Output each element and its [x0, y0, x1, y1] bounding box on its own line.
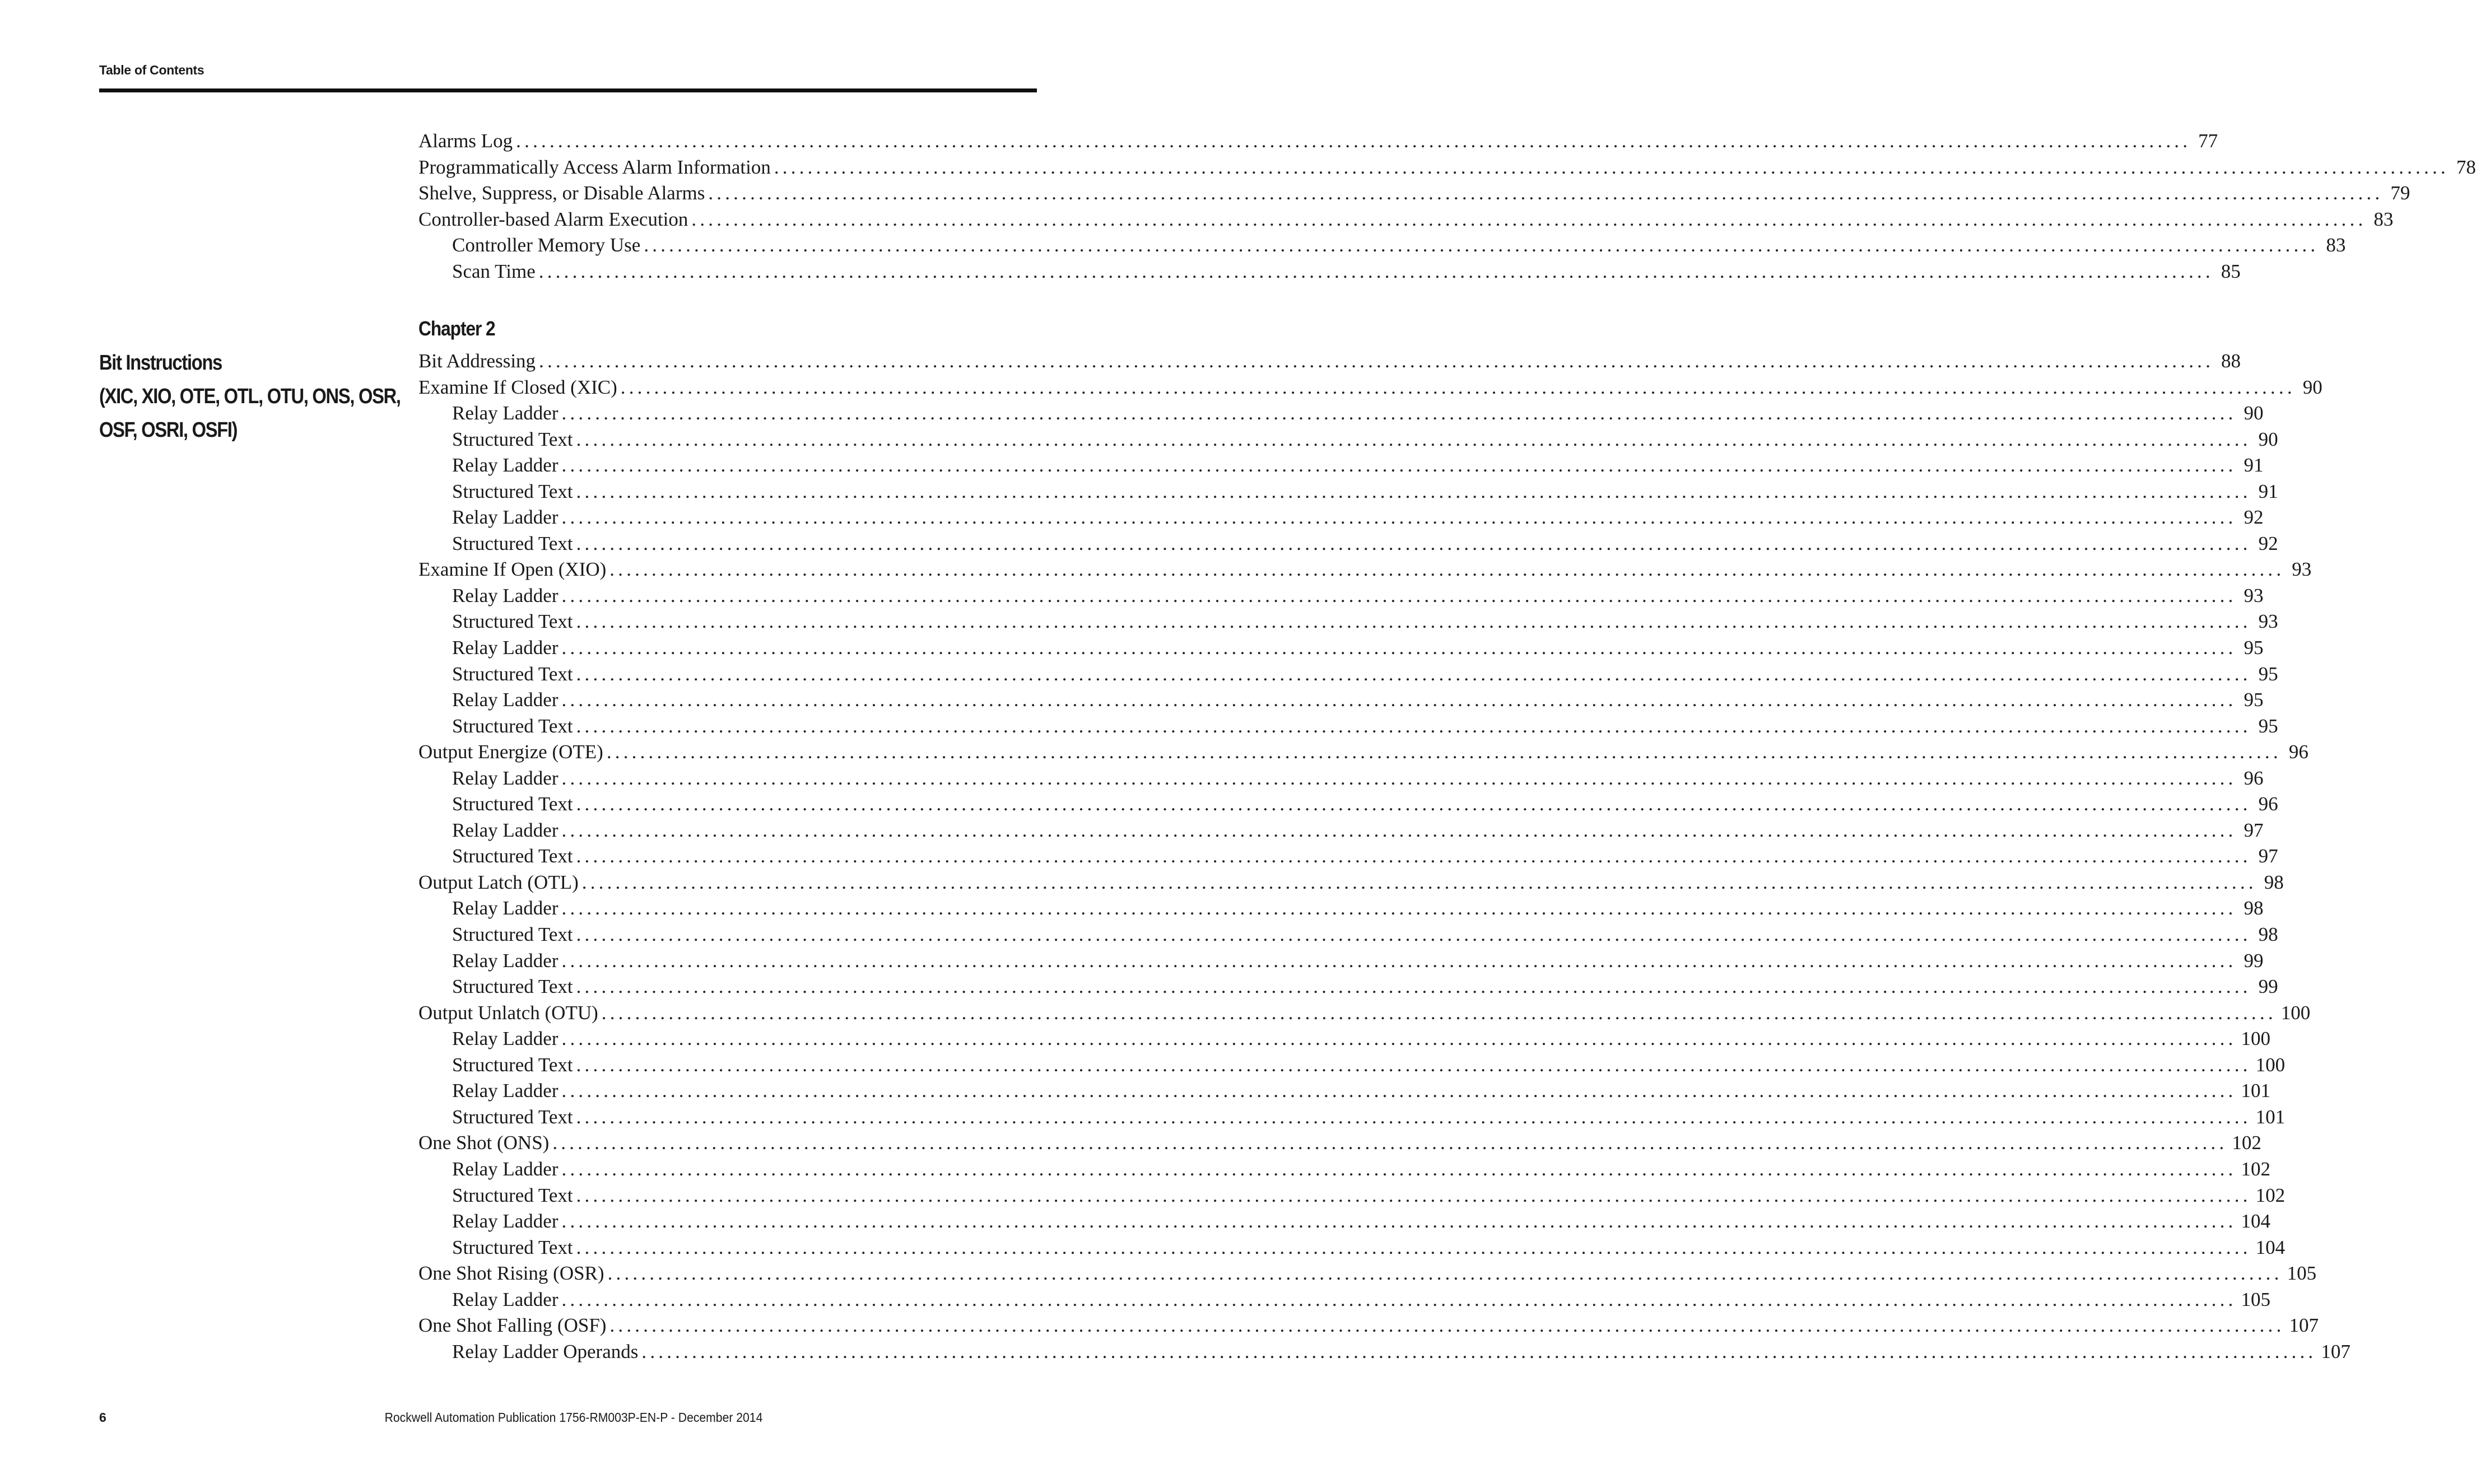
- toc-entry-label: Controller Memory Use: [452, 234, 641, 256]
- section-title-line: (XIC, XIO, OTE, OTL, OTU, ONS, OSR,: [99, 385, 401, 408]
- toc-entry-page: 100: [2280, 1001, 2311, 1024]
- toc-entry-label: Relay Ladder: [452, 584, 559, 606]
- toc-entry-page: 99: [2244, 949, 2264, 972]
- toc-dot-leader: ........................................................................................................................................................................................................: [561, 1210, 2237, 1233]
- toc-entry-page: 85: [2221, 260, 2241, 282]
- toc-entry-label: Output Unlatch (OTU): [418, 1001, 598, 1024]
- toc-entry[interactable]: [418, 180, 2410, 207]
- toc-dot-leader: ........................................................................................................................................................................................................: [576, 1236, 2251, 1258]
- toc-entry-label: Programmatically Access Alarm Information: [418, 156, 771, 178]
- toc-entry[interactable]: [418, 1339, 2351, 1365]
- toc-dot-leader: ........................................................................................................................................................................................................: [601, 1001, 2277, 1024]
- toc-entry[interactable]: [418, 1287, 2270, 1313]
- toc-entry-label: Structured Text: [452, 1053, 573, 1076]
- toc-dot-leader: ........................................................................................................................................................................................................: [620, 376, 2296, 398]
- toc-entry[interactable]: [418, 661, 2278, 688]
- toc-entry-page: 107: [2289, 1314, 2319, 1337]
- toc-entry-page: 100: [2255, 1053, 2286, 1076]
- toc-dot-leader: ........................................................................................................................................................................................................: [561, 454, 2237, 477]
- toc-entry[interactable]: [418, 1313, 2319, 1339]
- toc-entry[interactable]: [418, 155, 2476, 181]
- toc-entry[interactable]: [418, 232, 2346, 259]
- toc-entry[interactable]: [418, 1052, 2286, 1079]
- toc-entry-page: 90: [2244, 402, 2264, 424]
- toc-entry-page: 104: [2241, 1210, 2270, 1233]
- toc-entry-label: One Shot Rising (OSR): [418, 1262, 604, 1285]
- toc-entry-page: 96: [2288, 741, 2309, 763]
- toc-entry-page: 93: [2244, 584, 2264, 606]
- toc-dot-leader: ........................................................................................................................................................................................................: [561, 767, 2237, 789]
- toc-entry-page: 92: [2258, 532, 2278, 554]
- toc-entry[interactable]: [418, 479, 2278, 505]
- toc-entry-page: 91: [2258, 480, 2278, 502]
- toc-entry-page: 99: [2258, 976, 2278, 998]
- toc-entry-page: 88: [2221, 350, 2241, 372]
- toc-dot-leader: ........................................................................................................................................................................................................: [561, 1028, 2237, 1050]
- toc-dot-leader: ........................................................................................................................................................................................................: [576, 793, 2251, 815]
- toc-entry-page: 83: [2326, 234, 2346, 256]
- toc-entry-label: Relay Ladder: [452, 689, 559, 711]
- toc-dot-leader: ........................................................................................................................................................................................................: [561, 1158, 2237, 1180]
- toc-dot-leader: ........................................................................................................................................................................................................: [561, 506, 2237, 529]
- toc-entry-page: 104: [2255, 1236, 2286, 1258]
- toc-entry-page: 79: [2390, 182, 2410, 204]
- toc-entry[interactable]: [418, 128, 2218, 155]
- toc-dot-leader: ........................................................................................................................................................................................................: [576, 428, 2251, 450]
- toc-entry[interactable]: [418, 739, 2309, 766]
- toc-entry-label: Relay Ladder: [452, 1210, 559, 1233]
- toc-entry-label: Relay Ladder: [452, 637, 559, 659]
- toc-dot-leader: ........................................................................................................................................................................................................: [609, 1314, 2285, 1337]
- toc-entry-page: 102: [2255, 1184, 2286, 1206]
- section-title-line: Bit Instructions: [99, 351, 222, 375]
- toc-entry[interactable]: [418, 207, 2394, 233]
- toc-entry-label: Structured Text: [452, 923, 573, 946]
- toc-entry-page: 90: [2302, 376, 2323, 398]
- toc-dot-leader: ........................................................................................................................................................................................................: [607, 1262, 2283, 1285]
- toc-entry[interactable]: [418, 1235, 2286, 1261]
- toc-entry-label: Output Latch (OTL): [418, 871, 579, 893]
- toc-entry-page: 92: [2244, 506, 2264, 529]
- toc-entry-label: Controller-based Alarm Execution: [418, 208, 688, 230]
- toc-entry[interactable]: [418, 687, 2264, 713]
- toc-dot-leader: ........................................................................................................................................................................................................: [576, 976, 2251, 998]
- toc-entry[interactable]: [418, 1208, 2270, 1235]
- toc-entry-page: 107: [2321, 1340, 2351, 1362]
- toc-dot-leader: ........................................................................................................................................................................................................: [576, 662, 2251, 685]
- toc-entry-page: 101: [2241, 1080, 2270, 1102]
- toc-entry-label: Structured Text: [452, 1236, 573, 1258]
- toc-entry-page: 105: [2287, 1262, 2317, 1285]
- toc-entry-page: 95: [2244, 689, 2264, 711]
- toc-dot-leader: ........................................................................................................................................................................................................: [576, 532, 2251, 554]
- toc-dot-leader: ........................................................................................................................................................................................................: [641, 1340, 2317, 1362]
- toc-entry-label: Structured Text: [452, 1105, 573, 1128]
- toc-dot-leader: ........................................................................................................................................................................................................: [774, 156, 2449, 178]
- toc-entry[interactable]: [418, 1261, 2317, 1287]
- toc-entry-label: Shelve, Suppress, or Disable Alarms: [418, 182, 705, 204]
- toc-entry-page: 98: [2264, 871, 2284, 893]
- toc-entry-label: Structured Text: [452, 610, 573, 633]
- toc-entry[interactable]: [418, 1000, 2311, 1026]
- toc-entry-page: 95: [2244, 637, 2264, 659]
- toc-dot-leader: ........................................................................................................................................................................................................: [576, 1053, 2251, 1076]
- toc-entry[interactable]: [418, 922, 2278, 948]
- toc-entry[interactable]: [418, 713, 2278, 740]
- toc-entry[interactable]: [418, 635, 2264, 661]
- toc-entry[interactable]: [418, 1130, 2261, 1156]
- toc-entry-page: 98: [2258, 923, 2278, 946]
- toc-entry[interactable]: [418, 948, 2264, 974]
- toc-entry[interactable]: [418, 1156, 2270, 1183]
- toc-entry[interactable]: [418, 452, 2264, 479]
- toc-entry-label: One Shot Falling (OSF): [418, 1314, 607, 1337]
- toc-entry-label: Structured Text: [452, 662, 573, 685]
- toc-entry-page: 101: [2255, 1105, 2286, 1128]
- toc-entry-page: 100: [2241, 1028, 2270, 1050]
- toc-entry-label: Relay Ladder: [452, 506, 559, 529]
- toc-dot-leader: ........................................................................................................................................................................................................: [561, 637, 2237, 659]
- toc-entry[interactable]: [418, 766, 2264, 792]
- toc-list-top: [418, 128, 2476, 284]
- toc-dot-leader: ........................................................................................................................................................................................................: [576, 1184, 2251, 1206]
- toc-entry[interactable]: [418, 1104, 2286, 1131]
- toc-dot-leader: ........................................................................................................................................................................................................: [516, 130, 2191, 152]
- toc-entry-page: 91: [2244, 454, 2264, 477]
- toc-entry[interactable]: [418, 895, 2264, 922]
- toc-entry[interactable]: [418, 609, 2278, 635]
- toc-entry[interactable]: [418, 259, 2241, 285]
- footer-page-number: 6: [99, 1410, 106, 1425]
- toc-entry-page: 90: [2258, 428, 2278, 450]
- toc-entry[interactable]: [418, 427, 2278, 453]
- toc-dot-leader: ........................................................................................................................................................................................................: [576, 1105, 2251, 1128]
- toc-entry-label: Relay Ladder: [452, 1028, 559, 1050]
- toc-entry-label: Structured Text: [452, 845, 573, 867]
- toc-entry-page: 97: [2244, 819, 2264, 841]
- toc-dot-leader: ........................................................................................................................................................................................................: [561, 897, 2237, 920]
- toc-dot-leader: ........................................................................................................................................................................................................: [538, 260, 2214, 282]
- toc-dot-leader: ........................................................................................................................................................................................................: [561, 949, 2237, 972]
- toc-dot-leader: ........................................................................................................................................................................................................: [561, 689, 2237, 711]
- toc-entry[interactable]: [418, 557, 2312, 583]
- toc-entry-label: Relay Ladder: [452, 1158, 559, 1180]
- toc-entry-label: Relay Ladder Operands: [452, 1340, 639, 1362]
- toc-dot-leader: ........................................................................................................................................................................................................: [581, 871, 2257, 893]
- toc-entry-page: 105: [2241, 1288, 2270, 1310]
- toc-dot-leader: ........................................................................................................................................................................................................: [644, 234, 2319, 256]
- toc-entry[interactable]: [418, 375, 2323, 401]
- toc-entry-label: Structured Text: [452, 715, 573, 737]
- toc-entry[interactable]: [418, 400, 2264, 427]
- chapter-label: Chapter 2: [418, 317, 495, 340]
- toc-entry-page: 78: [2456, 156, 2476, 178]
- toc-dot-leader: ........................................................................................................................................................................................................: [561, 402, 2237, 424]
- toc-entry-page: 96: [2258, 793, 2278, 815]
- toc-dot-leader: ........................................................................................................................................................................................................: [576, 923, 2251, 946]
- toc-entry[interactable]: [418, 843, 2278, 870]
- toc-entry-label: Structured Text: [452, 976, 573, 998]
- toc-entry-label: Relay Ladder: [452, 1288, 559, 1310]
- toc-entry-label: Relay Ladder: [452, 767, 559, 789]
- toc-entry-page: 97: [2258, 845, 2278, 867]
- toc-entry-label: Scan Time: [452, 260, 536, 282]
- section-title-line: OSF, OSRI, OSFI): [99, 418, 238, 442]
- toc-entry-label: Bit Addressing: [418, 350, 536, 372]
- toc-entry-page: 98: [2244, 897, 2264, 920]
- toc-entry-label: Relay Ladder: [452, 402, 559, 424]
- toc-entry[interactable]: [418, 1078, 2270, 1104]
- toc-dot-leader: ........................................................................................................................................................................................................: [691, 208, 2367, 230]
- toc-entry-page: 93: [2258, 610, 2278, 633]
- toc-entry-label: Relay Ladder: [452, 949, 559, 972]
- toc-dot-leader: ........................................................................................................................................................................................................: [708, 182, 2384, 204]
- toc-dot-leader: ........................................................................................................................................................................................................: [561, 584, 2237, 606]
- toc-dot-leader: ........................................................................................................................................................................................................: [552, 1132, 2228, 1154]
- toc-entry-label: Structured Text: [452, 428, 573, 450]
- toc-dot-leader: ........................................................................................................................................................................................................: [609, 558, 2285, 581]
- toc-entry[interactable]: [418, 348, 2241, 375]
- toc-entry-label: One Shot (ONS): [418, 1132, 550, 1154]
- header-rule: [99, 88, 1037, 92]
- toc-entry[interactable]: [418, 974, 2278, 1000]
- toc-entry-page: 95: [2258, 662, 2278, 685]
- footer-publication: Rockwell Automation Publication 1756-RM003P-EN-P - December 2014: [384, 1410, 763, 1425]
- toc-entry-label: Relay Ladder: [452, 819, 559, 841]
- toc-entry-page: 93: [2292, 558, 2312, 581]
- section-title: [99, 346, 401, 447]
- toc-dot-leader: ........................................................................................................................................................................................................: [561, 1288, 2237, 1310]
- toc-entry[interactable]: [418, 791, 2278, 818]
- toc-entry-label: Output Energize (OTE): [418, 741, 603, 763]
- toc-entry-label: Relay Ladder: [452, 1080, 559, 1102]
- toc-entry-page: 95: [2258, 715, 2278, 737]
- toc-entry-page: 96: [2244, 767, 2264, 789]
- toc-entry[interactable]: [418, 1026, 2270, 1052]
- toc-entry-label: Structured Text: [452, 532, 573, 554]
- toc-entry[interactable]: [418, 531, 2278, 557]
- page-header-title: Table of Contents: [99, 63, 204, 77]
- toc-dot-leader: ........................................................................................................................................................................................................: [539, 350, 2214, 372]
- toc-entry[interactable]: [418, 818, 2264, 844]
- toc-dot-leader: ........................................................................................................................................................................................................: [576, 845, 2251, 867]
- toc-entry-label: Examine If Closed (XIC): [418, 376, 617, 398]
- toc-dot-leader: ........................................................................................................................................................................................................: [576, 610, 2251, 633]
- toc-dot-leader: ........................................................................................................................................................................................................: [606, 741, 2282, 763]
- toc-entry[interactable]: [418, 505, 2264, 531]
- toc-entry-page: 102: [2232, 1132, 2261, 1154]
- toc-dot-leader: ........................................................................................................................................................................................................: [576, 715, 2251, 737]
- toc-entry-page: 83: [2373, 208, 2394, 230]
- toc-entry-label: Structured Text: [452, 793, 573, 815]
- toc-entry-label: Relay Ladder: [452, 454, 559, 477]
- toc-entry-label: Relay Ladder: [452, 897, 559, 920]
- toc-entry[interactable]: [418, 583, 2264, 609]
- toc-entry-label: Structured Text: [452, 480, 573, 502]
- toc-entry-label: Structured Text: [452, 1184, 573, 1206]
- toc-entry[interactable]: [418, 1183, 2286, 1209]
- toc-entry-page: 102: [2241, 1158, 2270, 1180]
- toc-dot-leader: ........................................................................................................................................................................................................: [561, 819, 2237, 841]
- toc-list-chapter: [418, 348, 2351, 1365]
- toc-entry-label: Examine If Open (XIO): [418, 558, 607, 581]
- toc-dot-leader: ........................................................................................................................................................................................................: [561, 1080, 2237, 1102]
- toc-entry-page: 77: [2198, 130, 2218, 152]
- toc-entry-label: Alarms Log: [418, 130, 513, 152]
- toc-dot-leader: ........................................................................................................................................................................................................: [576, 480, 2251, 502]
- toc-entry[interactable]: [418, 870, 2284, 896]
